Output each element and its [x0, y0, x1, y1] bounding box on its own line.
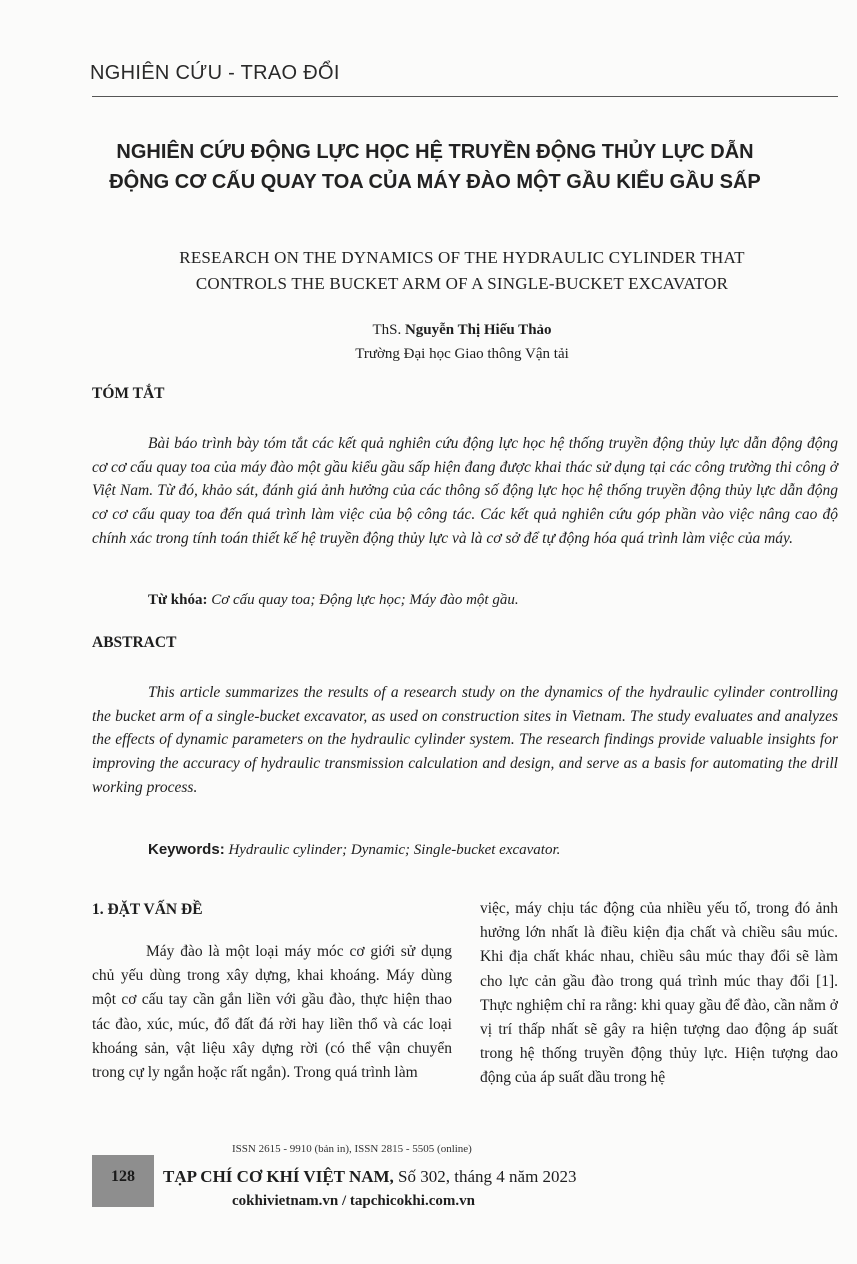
- author-name: Nguyễn Thị Hiếu Thảo: [404, 322, 552, 338]
- journal-issue: Số 302, tháng 4 năm 2023: [398, 1167, 577, 1186]
- summary-text: Bài báo trình bày tóm tắt các kết quả nghiên cứu động lực học hệ thống truyền động thủy lực dẫn động động cơ cơ cấu quay toa của máy đào một gầu kiểu gầu sấp hiện đang được khai thác sử dụng tại các công trường thi công ở Việt Nam. Từ đó, khảo sát, đánh giá ảnh hưởng của các thông số động lực học hệ thống truyền động thủy lực dẫn động cơ cơ cấu quay toa đến quá trình làm việc của bộ công tác. Các kết quả nghiên cứu góp phần vào việc nâng cao độ chính xác trong tính toán thiết kế hệ truyền động thủy lực và là cơ sở để tự động hóa quá trình làm việc của máy.: [92, 435, 838, 547]
- keywords-en: [148, 841, 560, 859]
- keywords-en-value: Hydraulic cylinder; Dynamic; Single-bucket excavator.: [228, 842, 561, 858]
- title-english-line-2: CONTROLS THE BUCKET ARM OF A SINGLE-BUCKET EXCAVATOR: [195, 274, 729, 293]
- keywords-en-label: Keywords:: [148, 841, 225, 858]
- title-vietnamese: NGHIÊN CỨU ĐỘNG LỰC HỌC HỆ TRUYỀN ĐỘNG THỦY LỰC DẪN ĐỘNG CƠ CẤU QUAY TOA CỦA MÁY ĐÀO MỘT GẦU KIỂU GẦU SẤP: [109, 141, 761, 193]
- abstract-heading: ABSTRACT: [92, 634, 177, 651]
- title-english: [92, 245, 832, 297]
- section-1-left-column: Máy đào là một loại máy móc cơ giới sử dụng chủ yếu dùng trong xây dựng, khai khoáng. Máy dùng một cơ cấu tay cần gắn liền với gầu đào, thực hiện thao tác đào, xúc, múc, đổ đất đá rời hay liền thổ và các loại khoáng sản, vật liệu xây dựng rời (có thể vận chuyển trong cự ly ngắn hoặc rất ngắn). Trong quá trình làm: [92, 943, 452, 1082]
- keywords-vi-value: Cơ cấu quay toa; Động lực học; Máy đào một gầu.: [211, 592, 519, 608]
- section-1-right-column: việc, máy chịu tác động của nhiều yếu tố, trong đó ảnh hưởng lớn nhất là điều kiện địa chất và chiều sâu múc. Khi địa chất khác nhau, chiều sâu múc thay đổi sẽ làm cho lực cản gầu đào trong quá trình múc thay đổi [1]. Thực nghiệm chỉ ra rằng: khi quay gầu để đào, cần nằm ở vị trí thấp nhất sẽ gây ra hiện tượng dao động áp suất trong hệ thống truyền động thủy lực. Hiện tượng dao động của áp suất dầu trong hệ: [480, 900, 838, 1087]
- author-affiliation: Trường Đại học Giao thông Vận tải: [355, 346, 569, 362]
- page-number: 128: [111, 1168, 135, 1185]
- author-block: [92, 318, 832, 366]
- summary-heading: TÓM TẮT: [92, 385, 165, 402]
- keywords-vi: [148, 592, 519, 609]
- header-rule: [92, 96, 838, 97]
- footer-websites: cokhivietnam.vn / tapchicokhi.com.vn: [232, 1193, 475, 1209]
- section-1-heading: 1. ĐẶT VẤN ĐỀ: [92, 901, 203, 918]
- keywords-vi-label: Từ khóa:: [148, 592, 208, 608]
- footer-journal: [163, 1167, 577, 1187]
- abstract-text: This article summarizes the results of a research study on the dynamics of the hydraulic cylinder controlling the bucket arm of a single-bucket excavator, as used on construction sites in Vietnam. The study evaluates and analyzes the effects of dynamic parameters on the hydraulic cylinder system. The research findings provide valuable insights for improving the accuracy of hydraulic transmission calculation and design, and serve as a basis for automating the drill working process.: [92, 684, 838, 796]
- title-english-line-1: RESEARCH ON THE DYNAMICS OF THE HYDRAULIC CYLINDER THAT: [179, 248, 745, 267]
- author-prefix: ThS.: [372, 322, 402, 338]
- section-header: NGHIÊN CỨU - TRAO ĐỔI: [90, 62, 340, 84]
- journal-name: TẠP CHÍ CƠ KHÍ VIỆT NAM,: [163, 1167, 394, 1186]
- footer-issn: ISSN 2615 - 9910 (bản in), ISSN 2815 - 5505 (online): [232, 1143, 472, 1155]
